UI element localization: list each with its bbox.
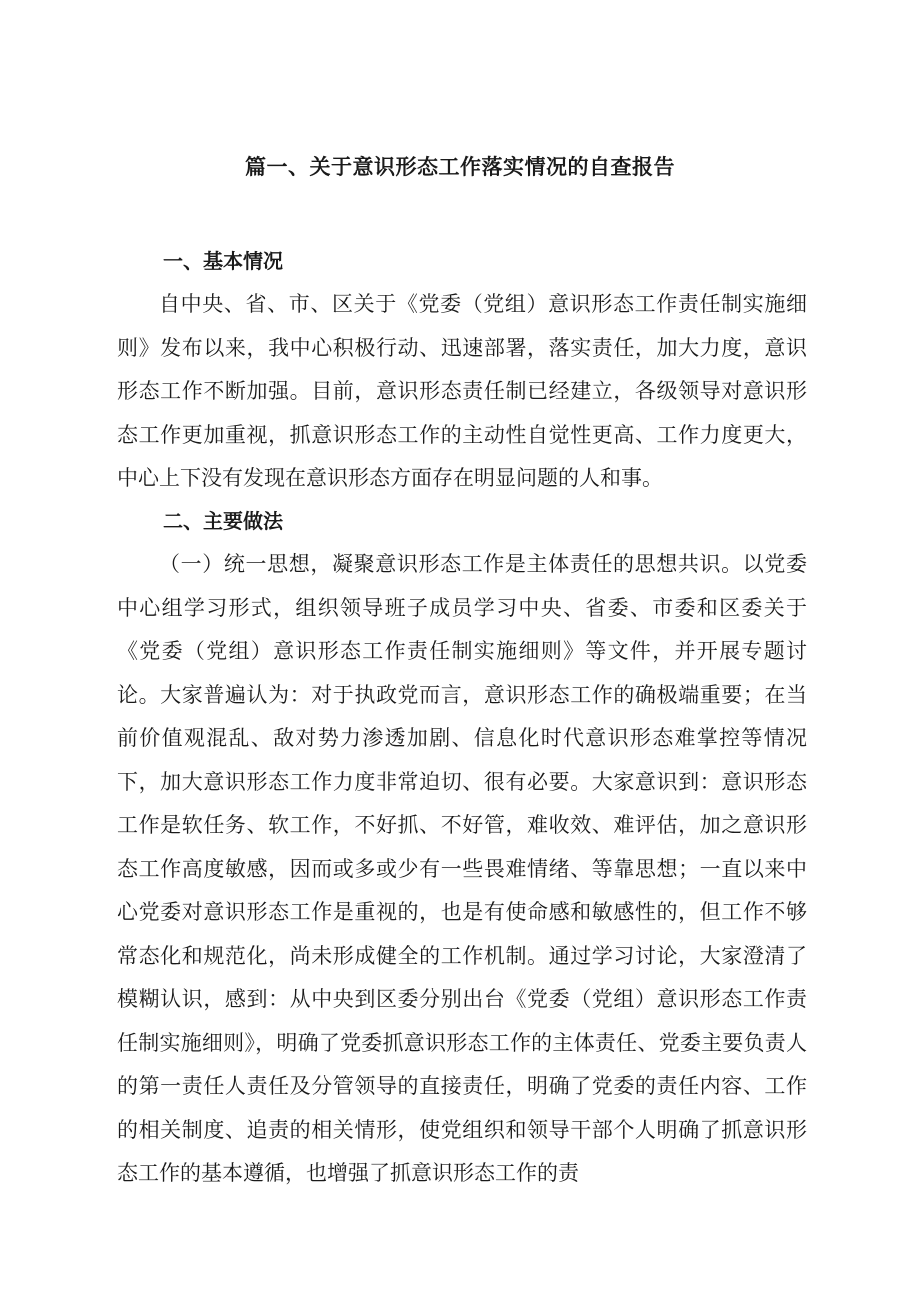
section-paragraph-basic-situation: 自中央、省、市、区关于《党委（党组）意识形态工作责任制实施细则》发布以来，我中心积极行动、迅速部署，落实责任，加大力度，意识形态工作不断加强。目前，意识形态责任制已经建立，各级领导对意识形态工作更加重视，抓意识形态工作的主动性自觉性更高、工作力度更大，中心上下没有发现在意识形态方面存在明显问题的人和事。 xyxy=(117,292,807,490)
document-title: 篇一、关于意识形态工作落实情况的自查报告 xyxy=(245,155,675,179)
section-paragraph-main-practices: （一）统一思想，凝聚意识形态工作是主体责任的思想共识。以党委中心组学习形式，组织领导班子成员学习中央、省委、市委和区委关于《党委（党组）意识形态工作责任制实施细则》等文件，并开展专题讨论。大家普遍认为：对于执政党而言，意识形态工作的确极端重要；在当前价值观混乱、敌对势力渗透加剧、信息化时代意识形态难掌控等情况下，加大意识形态工作力度非常迫切、很有必要。大家意识到：意识形态工作是软任务、软工作，不好抓、不好管，难收效、难评估，加之意识形态工作高度敏感，因而或多或少有一些畏难情绪、等靠思想；一直以来中心党委对意识形态工作是重视的，也是有使命感和敏感性的，但工作不够常态化和规范化，尚未形成健全的工作机制。通过学习讨论，大家澄清了模糊认识，感到：从中央到区委分别出台《党委（党组）意识形态工作责任制实施细则》，明确了党委抓意识形态工作的主体责任、党委主要负责人的第一责任人责任及分管领导的直接责任，明确了党委的责任内容、工作的相关制度、追责的相关情形，使党组织和领导干部个人明确了抓意识形态工作的基本遵循，也增强了抓意识形态工作的责 xyxy=(117,552,807,1185)
section-heading-main-practices: 二、主要做法 xyxy=(163,509,283,533)
section-heading-basic-situation: 一、基本情况 xyxy=(163,249,283,273)
